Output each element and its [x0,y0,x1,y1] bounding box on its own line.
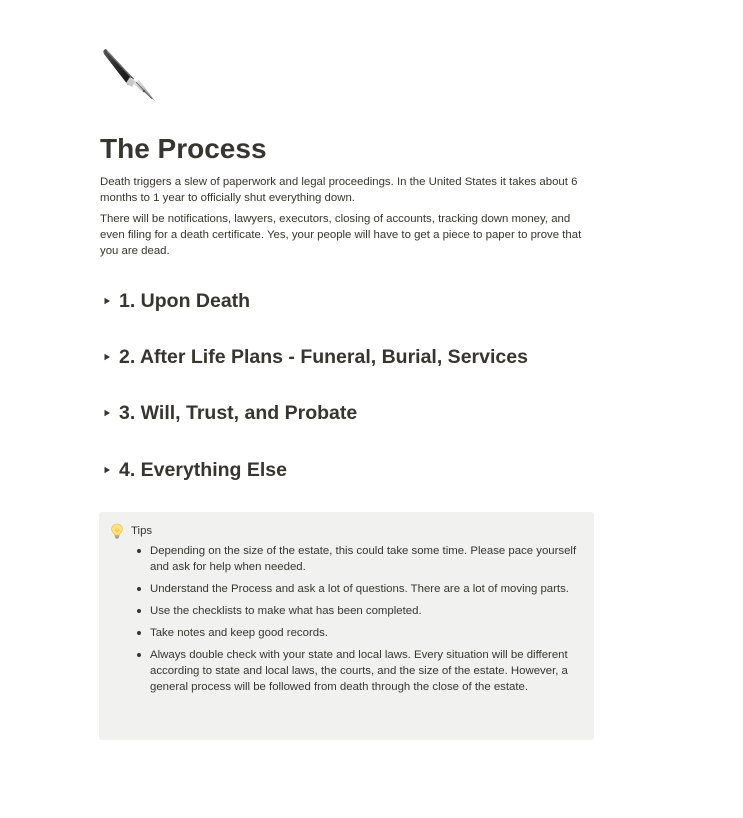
intro-paragraph: Death triggers a slew of paperwork and legal proceedings. In the United States it takes about 6 months to 1 year to officially shut everything down. [100,176,578,204]
toggle-heading: 4. Everything Else [119,459,287,481]
caret-right-icon[interactable] [100,294,114,308]
caret-right-icon[interactable] [100,350,114,364]
list-item: Take notes and keep good records. [131,625,581,641]
page-title[interactable]: The Process [100,133,267,164]
list-item: Always double check with your state and local laws. Every situation will be different according to state and local laws, the courts, and the size of the estate. However, a general process will be followed from death through the close of the estate. [131,647,581,695]
list-item: Use the checklists to make what has been completed. [131,603,581,619]
callout-title: Tips [131,525,153,537]
toggle-upon-death[interactable] [100,286,250,316]
list-item: Depending on the size of the estate, this could take some time. Please pace yourself and ask for help when needed. [131,543,581,575]
toggle-heading: 2. After Life Plans - Funeral, Burial, Services [119,346,528,368]
caret-right-icon[interactable] [100,463,114,477]
caret-right-icon[interactable] [100,406,114,420]
toggle-will-trust-probate[interactable] [100,398,357,428]
toggle-heading: 1. Upon Death [119,290,251,312]
tips-callout [99,512,594,740]
fountain-pen-icon[interactable] [100,46,160,106]
list-item: Understand the Process and ask a lot of questions. There are a lot of moving parts. [131,581,581,597]
tips-list [131,543,581,701]
details-paragraph: There will be notifications, lawyers, executors, closing of accounts, tracking down money, and even filing for a death certificate. Yes, your people will have to get a piece to paper to prove that you are dead. [100,213,582,257]
toggle-after-life-plans[interactable] [100,342,528,372]
light-bulb-icon[interactable] [110,523,124,539]
toggle-everything-else[interactable] [100,455,287,485]
toggle-heading: 3. Will, Trust, and Probate [119,402,358,424]
